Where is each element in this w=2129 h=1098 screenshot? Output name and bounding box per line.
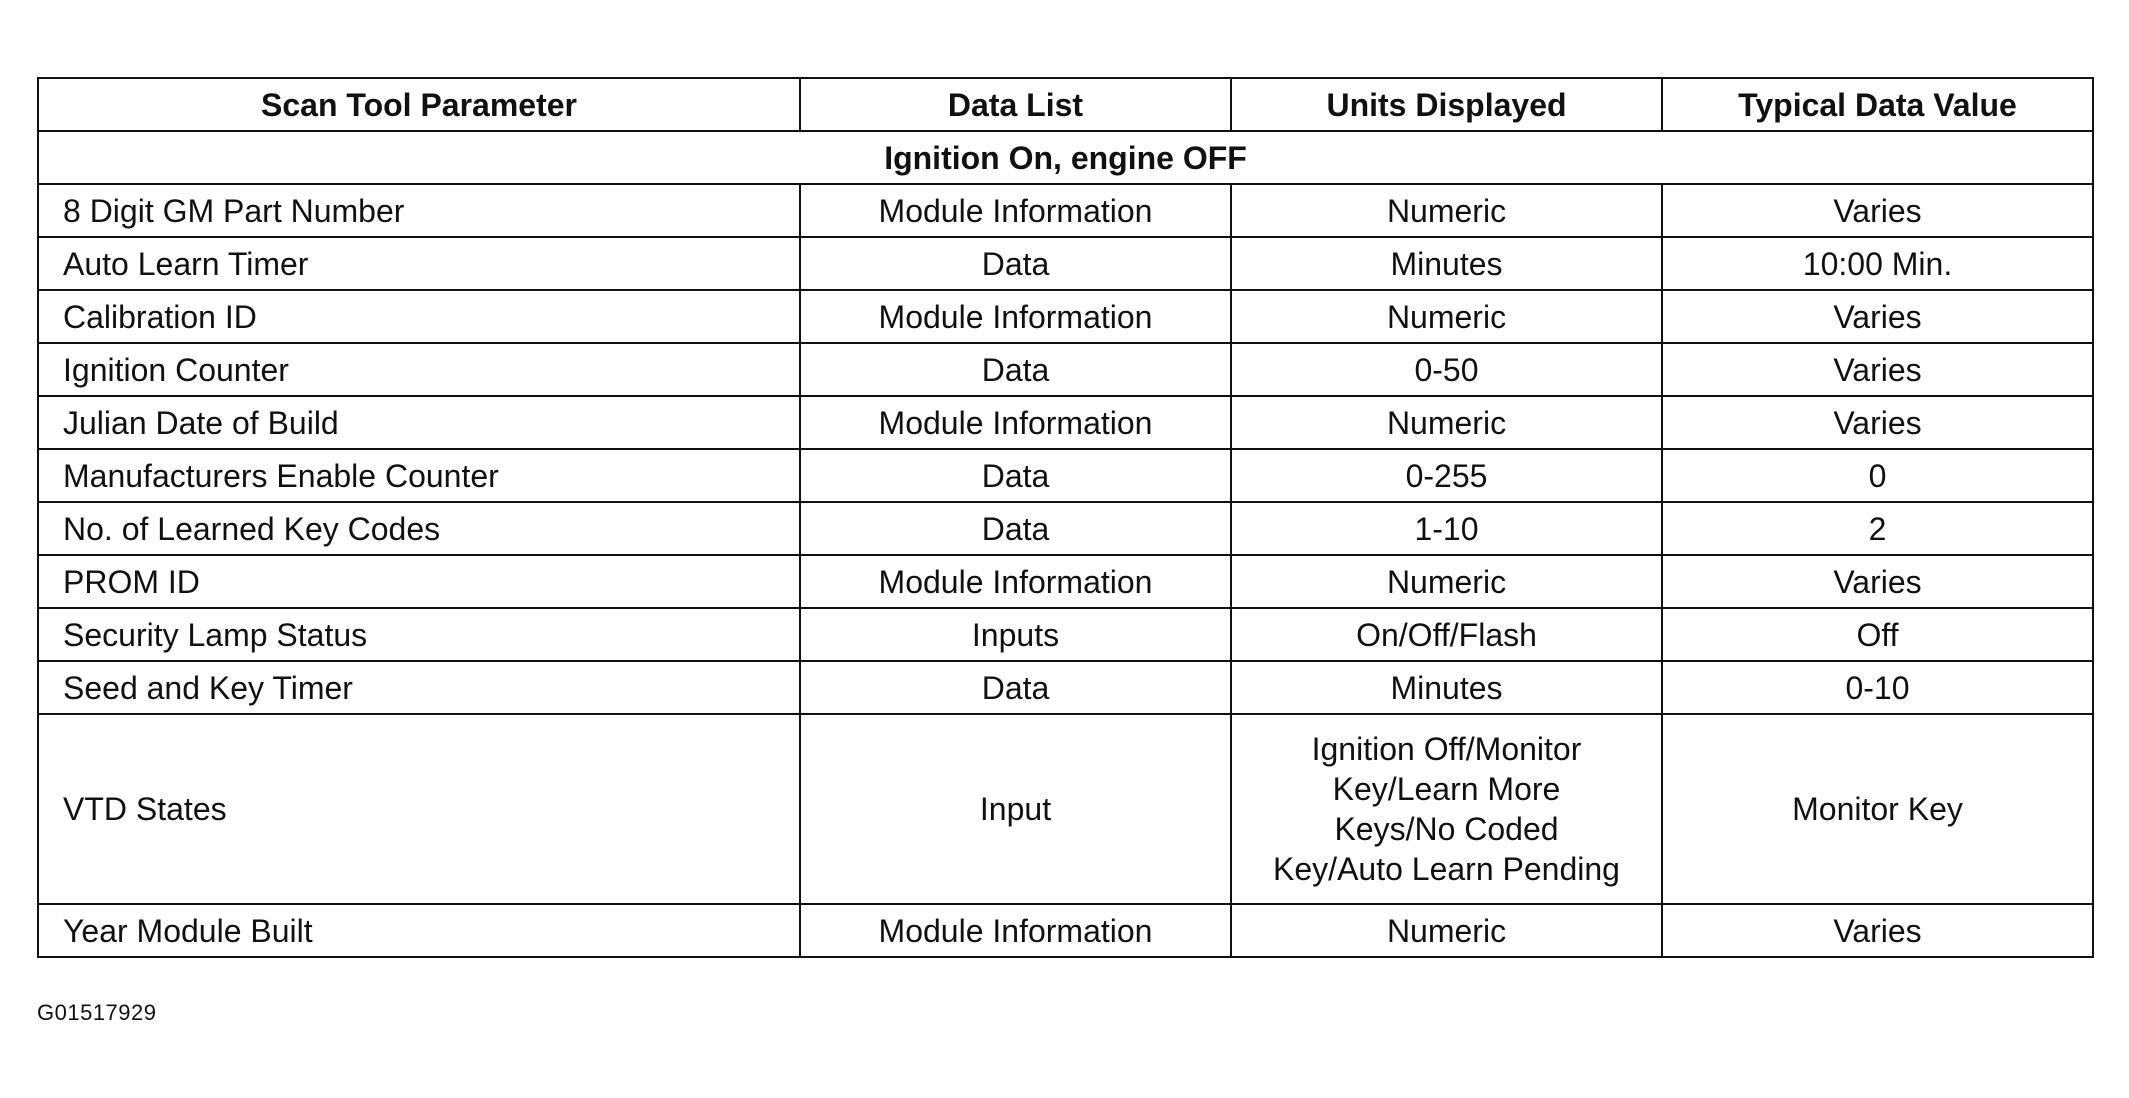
cell-typical-data-value: Varies [1662, 396, 2093, 449]
figure-id: G01517929 [37, 1000, 157, 1025]
units-line: Numeric [1386, 404, 1507, 441]
cell-units-displayed [1231, 184, 1662, 237]
table-row [38, 555, 2093, 608]
cell-data-list: Module Information [800, 396, 1231, 449]
cell-scan-tool-parameter: No. of Learned Key Codes [38, 502, 800, 555]
cell-typical-data-value: Varies [1662, 343, 2093, 396]
cell-typical-data-value: Varies [1662, 904, 2093, 957]
table-row [38, 608, 2093, 661]
cell-data-list: Module Information [800, 290, 1231, 343]
units-line: Numeric [1386, 563, 1507, 600]
cell-units-displayed [1231, 555, 1662, 608]
cell-scan-tool-parameter: Julian Date of Build [38, 396, 800, 449]
units-line: 0-50 [1414, 351, 1479, 388]
units-line: Numeric [1386, 298, 1507, 335]
cell-units-displayed [1231, 608, 1662, 661]
cell-data-list: Data [800, 661, 1231, 714]
cell-data-list: Module Information [800, 555, 1231, 608]
units-line: Numeric [1386, 912, 1507, 949]
units-line: Ignition Off/Monitor [1311, 731, 1582, 767]
table-row [38, 502, 2093, 555]
cell-data-list: Data [800, 502, 1231, 555]
cell-typical-data-value: Varies [1662, 555, 2093, 608]
cell-typical-data-value: Varies [1662, 184, 2093, 237]
cell-scan-tool-parameter: Security Lamp Status [38, 608, 800, 661]
cell-data-list: Module Information [800, 904, 1231, 957]
cell-typical-data-value: Varies [1662, 290, 2093, 343]
cell-units-displayed [1231, 714, 1662, 904]
table-row [38, 290, 2093, 343]
cell-units-displayed [1231, 290, 1662, 343]
units-line: 0-255 [1405, 457, 1488, 494]
header-data-list: Data List [800, 78, 1231, 131]
table-row [38, 184, 2093, 237]
scan-tool-data-table [37, 77, 2094, 958]
cell-typical-data-value: 10:00 Min. [1662, 237, 2093, 290]
cell-scan-tool-parameter: 8 Digit GM Part Number [38, 184, 800, 237]
cell-data-list: Input [800, 714, 1231, 904]
cell-units-displayed [1231, 904, 1662, 957]
cell-scan-tool-parameter: Ignition Counter [38, 343, 800, 396]
cell-typical-data-value: Monitor Key [1662, 714, 2093, 904]
cell-units-displayed [1231, 396, 1662, 449]
table-row [38, 904, 2093, 957]
units-line: Minutes [1390, 669, 1503, 706]
cell-data-list: Data [800, 343, 1231, 396]
cell-scan-tool-parameter: Year Module Built [38, 904, 800, 957]
units-line: Minutes [1390, 245, 1503, 282]
cell-typical-data-value: 0-10 [1662, 661, 2093, 714]
section-row [38, 131, 2093, 184]
header-row [38, 78, 2093, 131]
cell-data-list: Data [800, 449, 1231, 502]
cell-data-list: Inputs [800, 608, 1231, 661]
cell-typical-data-value: 2 [1662, 502, 2093, 555]
section-title: Ignition On, engine OFF [38, 131, 2093, 184]
table-row [38, 714, 2093, 904]
units-line: On/Off/Flash [1356, 616, 1537, 653]
units-line: Key/Learn More [1332, 771, 1561, 807]
cell-units-displayed [1231, 449, 1662, 502]
units-line: Keys/No Coded [1334, 811, 1559, 847]
table-row [38, 661, 2093, 714]
header-scan-tool-parameter: Scan Tool Parameter [38, 78, 800, 131]
table-row [38, 343, 2093, 396]
cell-data-list: Module Information [800, 184, 1231, 237]
table-row [38, 449, 2093, 502]
table-row [38, 237, 2093, 290]
header-typical-data-value: Typical Data Value [1662, 78, 2093, 131]
cell-data-list: Data [800, 237, 1231, 290]
cell-scan-tool-parameter: PROM ID [38, 555, 800, 608]
cell-typical-data-value: Off [1662, 608, 2093, 661]
units-line: 1-10 [1414, 510, 1479, 547]
table-row [38, 396, 2093, 449]
table-body [38, 131, 2093, 957]
cell-scan-tool-parameter: VTD States [38, 714, 800, 904]
cell-units-displayed [1231, 343, 1662, 396]
cell-scan-tool-parameter: Calibration ID [38, 290, 800, 343]
cell-units-displayed [1231, 502, 1662, 555]
cell-scan-tool-parameter: Auto Learn Timer [38, 237, 800, 290]
cell-typical-data-value: 0 [1662, 449, 2093, 502]
units-line: Numeric [1386, 192, 1507, 229]
units-line: Key/Auto Learn Pending [1273, 851, 1620, 887]
header-units-displayed: Units Displayed [1231, 78, 1662, 131]
cell-scan-tool-parameter: Manufacturers Enable Counter [38, 449, 800, 502]
cell-units-displayed [1231, 661, 1662, 714]
cell-scan-tool-parameter: Seed and Key Timer [38, 661, 800, 714]
cell-units-displayed [1231, 237, 1662, 290]
